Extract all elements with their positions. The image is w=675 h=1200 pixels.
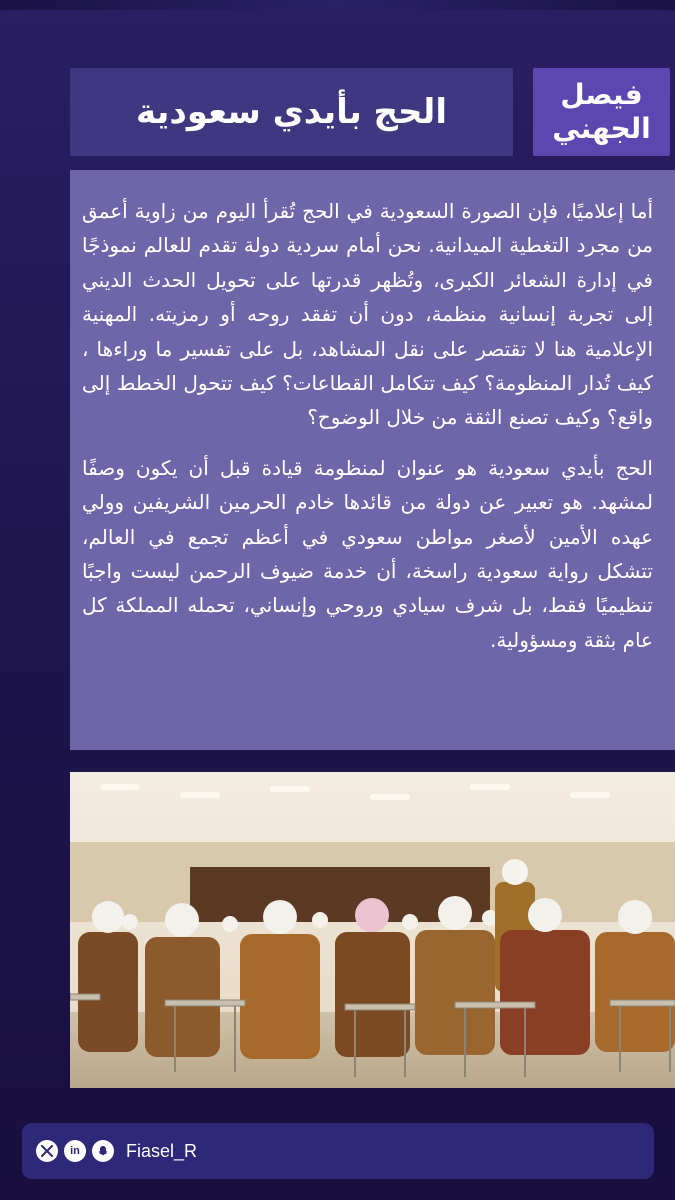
snapchat-icon[interactable]: [92, 1140, 114, 1162]
author-logo: [533, 68, 670, 156]
article-paragraph-1: أما إعلاميًا، فإن الصورة السعودية في الحج تُقرأ اليوم من زاوية أعمق من مجرد التغطية الميدانية. نحن أمام سردية دولة تقدم للعالم نموذجًا في إدارة الشعائر الكبرى، وتُظهر قدرتها على تحويل الحدث الديني إلى تجربة إنسانية منظمة، دون أن تفقد روحه أو رمزيته. المهنية الإعلامية هنا لا تقتصر على نقل المشاهد، بل على تفسير ما وراءها ، كيف تُدار المنظومة؟ كيف تتكامل القطاعات؟ كيف تتحول الخطط إلى واقع؟ وكيف تصنع الثقة من خلال الوضوح؟: [82, 199, 653, 430]
logo-line-second: الجهني: [552, 112, 651, 145]
title-banner: [70, 68, 513, 156]
social-handle: Fiasel_R: [126, 1140, 198, 1161]
linkedin-icon[interactable]: in: [64, 1140, 86, 1162]
top-stripe: [0, 0, 675, 10]
x-icon[interactable]: [36, 1140, 58, 1162]
article-panel: [70, 170, 675, 750]
event-photo: [70, 772, 675, 1088]
social-footer: [22, 1123, 654, 1179]
page-title: الحج بأيدي سعودية: [136, 92, 447, 132]
logo-line-first: فيصل: [560, 78, 643, 111]
article-paragraph-2: الحج بأيدي سعودية هو عنوان لمنظومة قيادة قبل أن يكون وصفًا لمشهد. هو تعبير عن دولة من قائدها خادم الحرمين الشريفين وولي عهده الأمين لأصغر مواطن سعودي في أعظم تجمع في العالم، تتشكل رواية سعودية راسخة، أن خدمة ضيوف الرحمن ليست واجبًا تنظيميًا فقط، بل شرف سيادي وروحي وإنساني، تحمله المملكة كل عام بثقة ومسؤولية.: [82, 455, 653, 652]
